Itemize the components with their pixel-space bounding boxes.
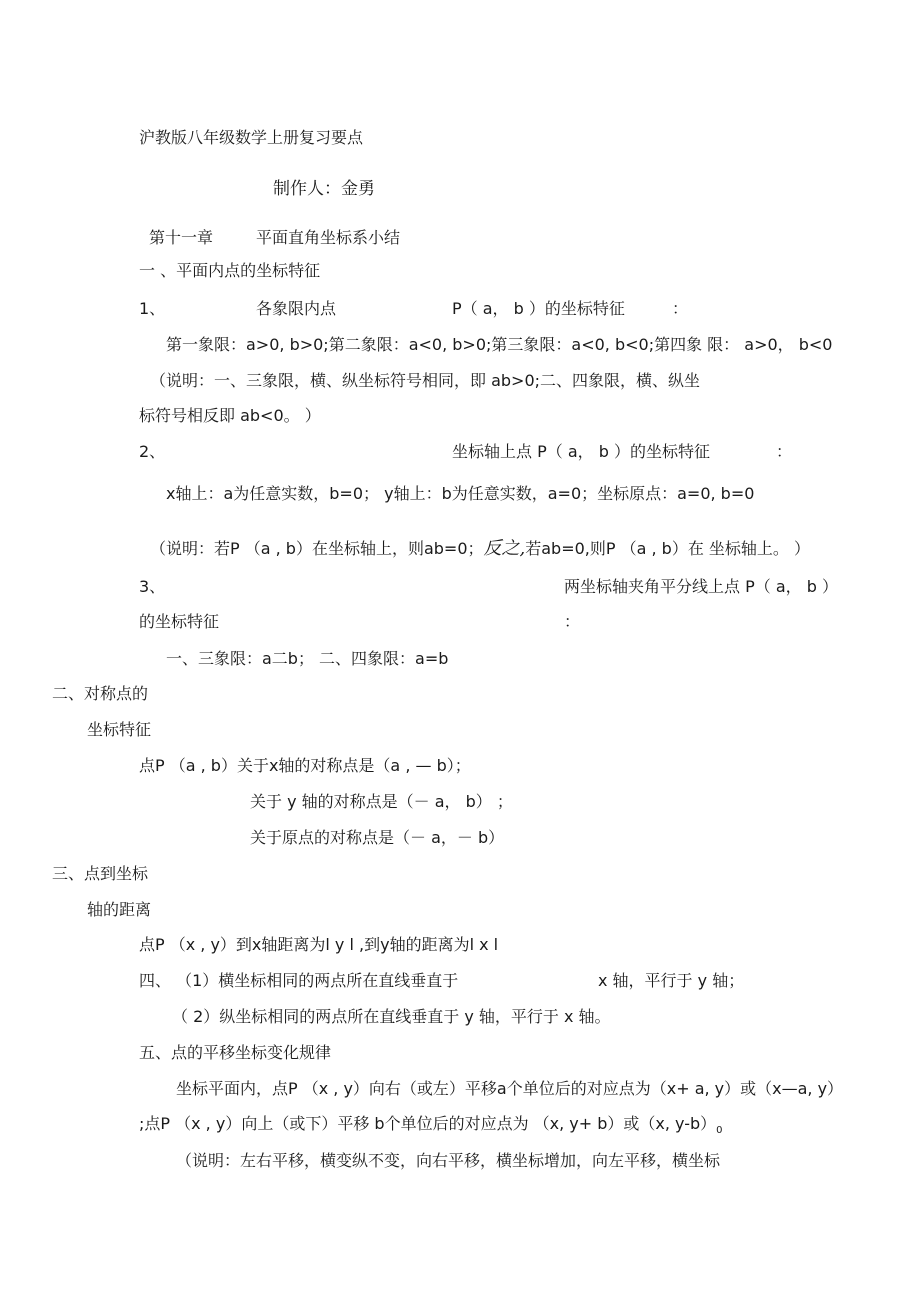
item-number-3: 3、 xyxy=(139,577,166,596)
item-text-1b: P（ a， b ）的坐标特征 xyxy=(452,299,625,318)
translation-note: （说明：左右平移，横变纵不变，向右平移，横坐标增加，向左平移，横坐标 xyxy=(176,1151,721,1170)
translation-rule-2 xyxy=(139,1114,723,1141)
symmetry-y-axis: 关于 y 轴的对称点是（－ a， b） ； xyxy=(250,792,513,811)
parallel-rule-2: （ 2）纵坐标相同的两点所在直线垂直于 y 轴，平行于 x 轴。 xyxy=(172,1007,611,1026)
axes-conditions: x轴上：a为任意实数，b=0； y轴上：b为任意实数，a=0；坐标原点：a=0, b=0 xyxy=(166,484,755,503)
translation-rule-2-text: ;点P （x , y）向上（或下）平移 b个单位后的对应点为 （x, y+ b）或（x, y-b） xyxy=(139,1114,717,1133)
section-heading-1: 一 、平面内点的坐标特征 xyxy=(139,261,321,280)
parallel-rule-1b: x 轴，平行于 y 轴； xyxy=(598,971,745,990)
item-colon-3: ： xyxy=(564,612,581,631)
item-text-3a: 两坐标轴夹角平分线上点 P（ a， b ） xyxy=(564,577,838,596)
item-number-1: 1、 xyxy=(139,299,166,318)
bisector-conditions: 一、三象限：a二b； 二、四象限：a=b xyxy=(166,649,449,668)
distance-rule: 点P （x , y）到x轴距离为l y l ,到y轴的距离为l x l xyxy=(139,935,499,954)
note-2-part-2: 若ab=0,则P （a , b）在 坐标轴上。 ） xyxy=(525,539,811,558)
section-heading-2-cont: 坐标特征 xyxy=(87,720,152,739)
section-heading-5: 五、点的平移坐标变化规律 xyxy=(139,1043,332,1062)
note-2 xyxy=(150,539,810,559)
doc-author: 制作人：金勇 xyxy=(273,179,375,199)
section-heading-3: 三、点到坐标 xyxy=(52,864,149,883)
item-colon-2: ： xyxy=(776,442,793,461)
note-2-part-1: （说明：若P （a , b）在坐标轴上，则ab=0； xyxy=(150,539,484,558)
section-heading-2: 二、对称点的 xyxy=(52,684,149,703)
symmetry-x-axis: 点P （a , b）关于x轴的对称点是（a , — b）； xyxy=(139,756,471,775)
item-text-1a: 各象限内点 xyxy=(256,299,337,318)
doc-title: 沪教版八年级数学上册复习要点 xyxy=(139,128,364,147)
item-number-2: 2、 xyxy=(139,442,166,461)
chapter-title: 平面直角坐标系小结 xyxy=(256,228,401,247)
item-text-2: 坐标轴上点 P（ a， b ）的坐标特征 xyxy=(452,442,710,461)
chapter-number: 第十一章 xyxy=(149,228,214,247)
symmetry-origin: 关于原点的对称点是（－ a，－ b） xyxy=(250,828,505,847)
translation-rule-1: 坐标平面内，点P （x , y）向右（或左）平移a个单位后的对应点为（x+ a, y）或（x—a, y） xyxy=(176,1079,844,1098)
item-colon-1: ： xyxy=(672,299,689,318)
note-2-italic: 反之, xyxy=(483,538,526,559)
parallel-rule-1a: 四、 （1）横坐标相同的两点所在直线垂直于 xyxy=(139,971,459,990)
quadrant-signs: 第一象限：a>0, b>0;第二象限：a<0, b>0;第三象限：a<0, b<0;第四象 限： a>0， b<0 xyxy=(166,335,833,354)
item-text-3b: 的坐标特征 xyxy=(139,612,220,631)
translation-rule-2-sub: 0 xyxy=(716,1125,723,1136)
section-heading-3-cont: 轴的距离 xyxy=(87,900,152,919)
note-1-line-1: （说明：一、三象限，横、纵坐标符号相同，即 ab>0;二、四象限，横、纵坐 xyxy=(150,371,701,390)
note-1-line-2: 标符号相反即 ab<0。 ） xyxy=(139,406,321,425)
